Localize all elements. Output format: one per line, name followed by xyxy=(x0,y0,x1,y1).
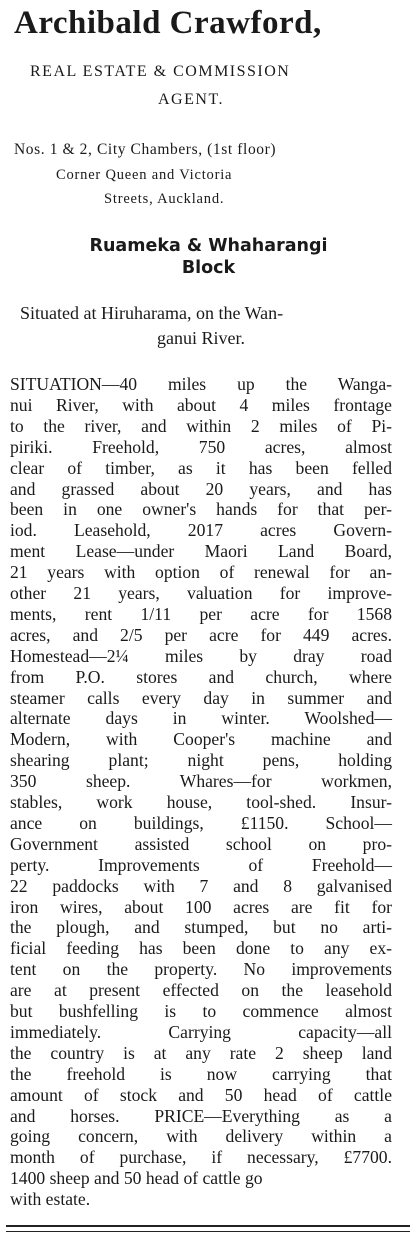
body-line: Modern, with Cooper's machine and xyxy=(10,729,392,750)
body-line: shearing plant; night pens, holding xyxy=(10,750,392,771)
body-line: other 21 years, valuation for improve- xyxy=(10,583,392,603)
occupation-line-2: AGENT. xyxy=(158,91,225,108)
body-line: to the river, and within 2 miles of Pi- xyxy=(10,415,392,436)
body-line: stables, work house, tool-shed. Insur- xyxy=(10,792,392,812)
body-line: 22 paddocks with 7 and 8 galvanised xyxy=(10,875,392,896)
body-line: clear of timber, as it has been felled xyxy=(10,457,392,478)
body-line: perty. Improvements of Freehold— xyxy=(10,854,392,875)
body-line: 21 years with option of renewal for an- xyxy=(10,562,392,583)
body-line: steamer calls every day in summer and xyxy=(10,687,392,708)
body-line: ments, rent 1/11 per acre for 1568 xyxy=(10,603,392,624)
body-line: amount of stock and 50 head of cattle xyxy=(10,1084,392,1105)
body-line: are at present effected on the leasehold xyxy=(10,980,392,1001)
location-line-1: Situated at Hiruharama, on the Wan- xyxy=(20,303,284,323)
bottom-rule-thin xyxy=(6,1231,410,1232)
body-line: month of purchase, if necessary, £7700. xyxy=(10,1147,392,1168)
body-line: ment Lease—under Maori Land Board, xyxy=(10,541,392,562)
body-line: nui River, with about 4 miles frontage xyxy=(10,394,392,415)
body-line: the freehold is now carrying that xyxy=(10,1063,392,1084)
body-line: 350 sheep. Whares—for workmen, xyxy=(10,771,392,792)
bottom-rule-thick xyxy=(6,1225,410,1227)
body-line: and horses. PRICE—Everything as a xyxy=(10,1105,392,1126)
body-line: ficial feeding has been done to any ex- xyxy=(10,938,392,959)
body-line: iron wires, about 100 acres are fit for xyxy=(10,896,392,917)
body-line: been in one owner's hands for that per- xyxy=(10,499,392,520)
body-line: going concern, with delivery within a xyxy=(10,1126,392,1147)
body-line: 1400 sheep and 50 head of cattle go xyxy=(10,1168,263,1189)
body-line: but bushfelling is to commence almost xyxy=(10,1001,392,1021)
body-line: alternate days in winter. Woolshed— xyxy=(10,708,392,729)
body-line: with estate. xyxy=(10,1189,91,1210)
body-line: immediately. Carrying capacity—all xyxy=(10,1021,392,1042)
body-line: tent on the property. No improvements xyxy=(10,959,392,980)
body-line: and grassed about 20 years, and has xyxy=(10,478,392,499)
body-line: the plough, and stumped, but no arti- xyxy=(10,917,392,938)
body-line: Government assisted school on pro- xyxy=(10,833,392,854)
block-heading-line-2: Block xyxy=(181,258,236,278)
block-heading-line-1: Ruameka & Whaharangi xyxy=(89,236,328,256)
body-line: ance on buildings, £1150. School— xyxy=(10,812,392,833)
body-line: the country is at any rate 2 sheep land xyxy=(10,1042,392,1063)
advertiser-name: Archibald Crawford, xyxy=(14,5,322,41)
address-line-1: Nos. 1 & 2, City Chambers, (1st floor) xyxy=(14,141,277,158)
occupation-line-1: REAL ESTATE & COMMISSION xyxy=(30,63,291,80)
body-line: iod. Leasehold, 2017 acres Govern- xyxy=(10,520,392,541)
body-line: SITUATION—40 miles up the Wanga- xyxy=(10,374,392,394)
location-line-2: ganui River. xyxy=(157,328,245,348)
body-line: acres, and 2/5 per acre for 449 acres. xyxy=(10,624,392,645)
body-line: Homestead—2¼ miles by dray road xyxy=(10,645,392,666)
body-line: piriki. Freehold, 750 acres, almost xyxy=(10,436,392,457)
address-line-3: Streets, Auckland. xyxy=(104,191,225,207)
body-line: from P.O. stores and church, where xyxy=(10,666,392,687)
address-line-2: Corner Queen and Victoria xyxy=(56,167,233,183)
